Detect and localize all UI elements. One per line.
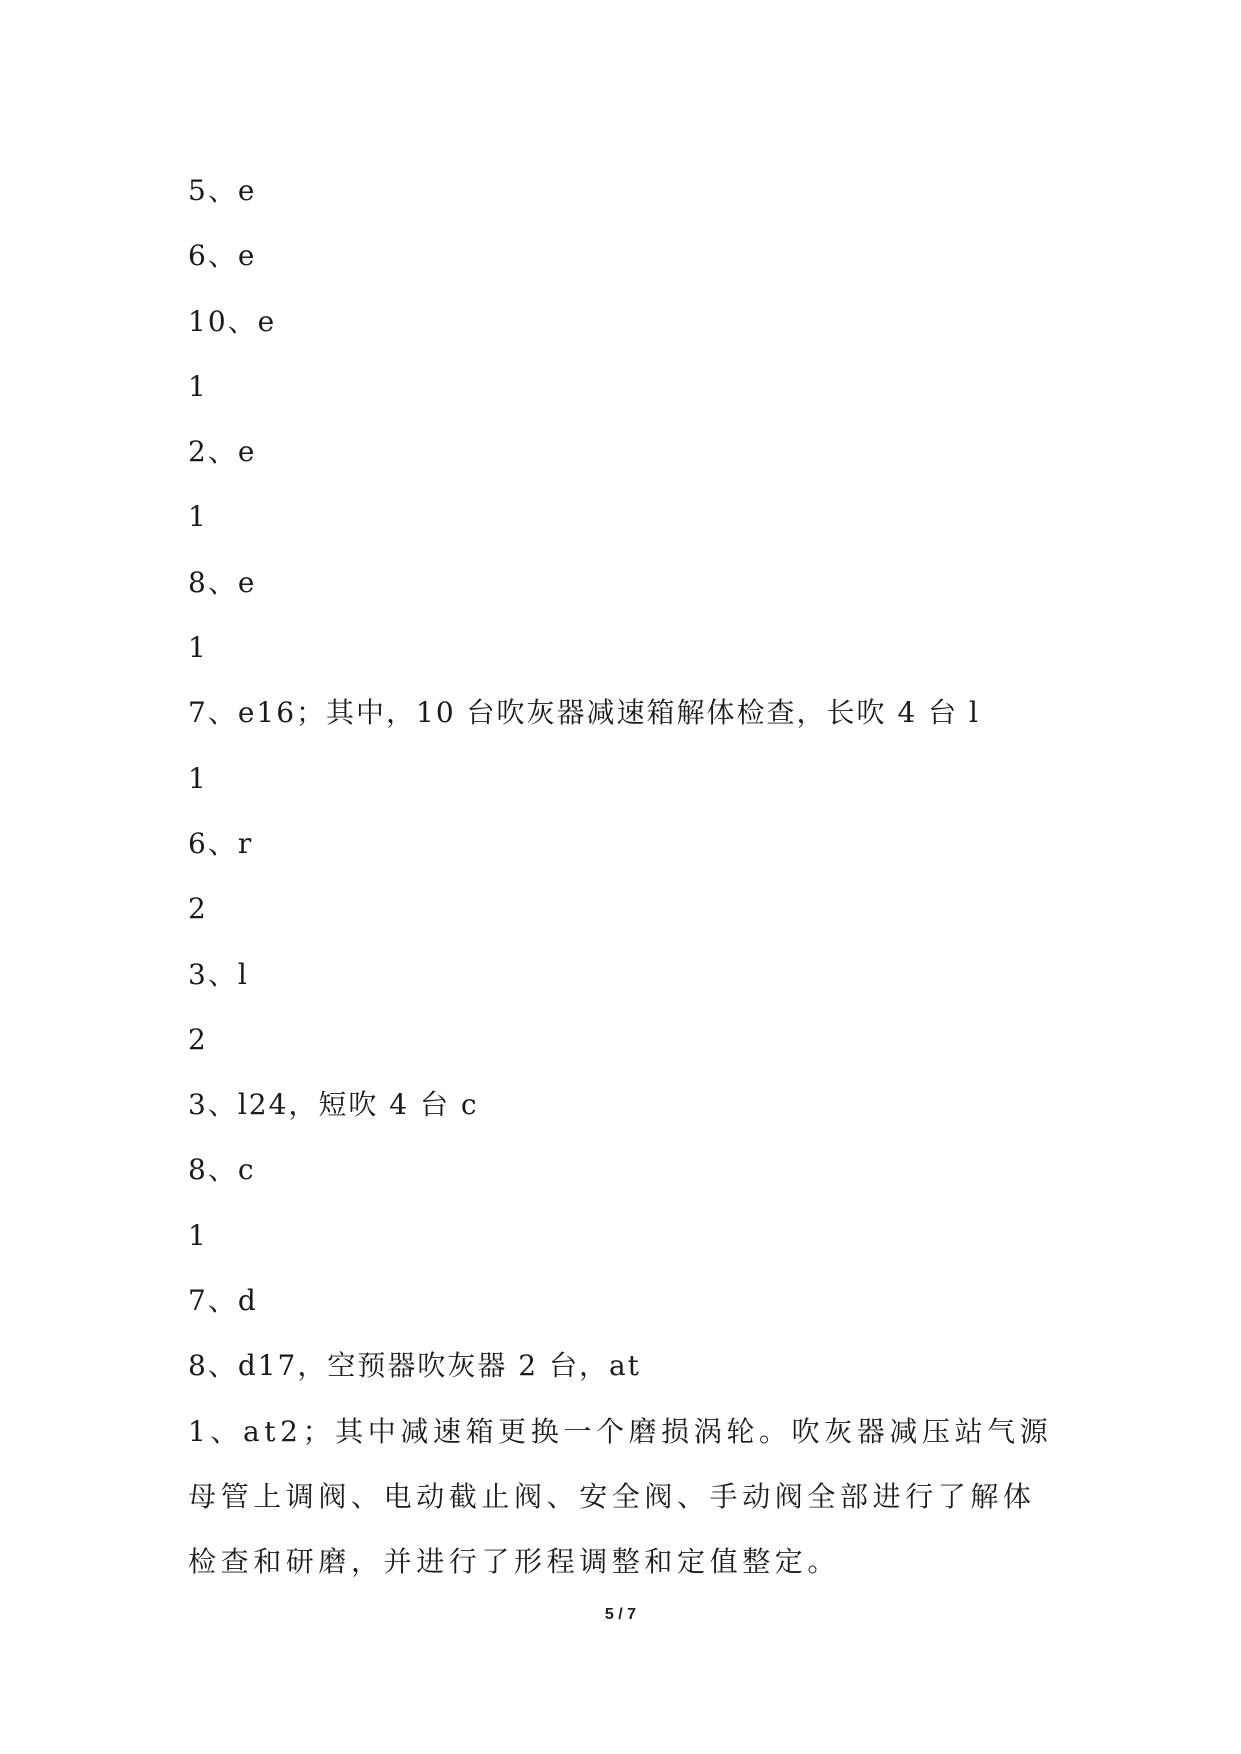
body-paragraph: 1、at2；其中减速箱更换一个磨损涡轮。吹灰器减压站气源母管上调阀、电动截止阀、安全阀、手动阀全部进行了解体检查和研磨，并进行了形程调整和定值整定。: [188, 1414, 1053, 1578]
text-line: 8、d17，空预器吹灰器 2 台，at: [188, 1349, 641, 1383]
text-line: 1: [188, 1218, 208, 1252]
text-line: 1: [188, 500, 208, 534]
text-line: 3、l: [188, 957, 249, 991]
text-line: 5、e: [188, 174, 257, 207]
text-line: 7、d: [188, 1284, 258, 1318]
text-line: 3、l24，短吹 4 台 c: [188, 1088, 479, 1122]
text-line: 7、e16；其中，10 台吹灰器减速箱解体检查，长吹 4 台 l: [188, 696, 981, 730]
text-line: 1: [188, 369, 208, 403]
text-line: 1: [188, 631, 208, 665]
text-line: 2: [188, 1022, 208, 1056]
text-line: 1: [188, 761, 208, 795]
text-line: 2、e: [188, 435, 257, 469]
text-line: 10、e: [188, 304, 277, 338]
page-number: 5 / 7: [604, 1606, 637, 1623]
text-line: 2: [188, 892, 208, 926]
text-line: 8、c: [188, 1153, 256, 1187]
text-line: 8、e: [188, 565, 257, 599]
text-line: 6、e: [188, 239, 257, 273]
document-body: [188, 158, 1068, 1594]
text-line: 6、r: [188, 826, 254, 860]
